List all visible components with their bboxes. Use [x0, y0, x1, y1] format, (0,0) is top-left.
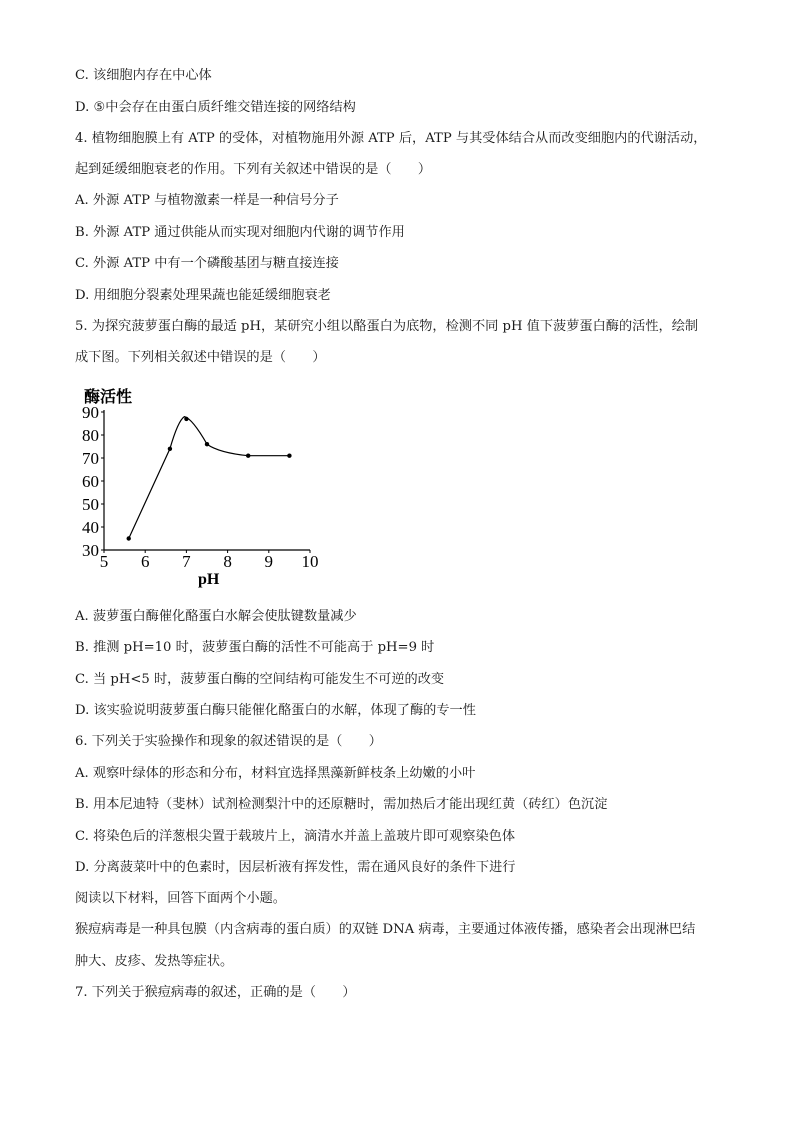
- chart-x-tick-label: 7: [182, 552, 191, 571]
- option-4a: A. 外源 ATP 与植物激素一样是一种信号分子: [75, 193, 339, 208]
- option-5c: C. 当 pH<5 时，菠萝蛋白酶的空间结构可能发生不可逆的改变: [75, 672, 445, 687]
- question-4-stem-cont: 起到延缓细胞衰老的作用。下列有关叙述中错误的是（ ）: [75, 162, 432, 177]
- option-5d: D. 该实验说明菠萝蛋白酶只能催化酪蛋白的水解，体现了酶的专一性: [75, 703, 476, 718]
- chart-x-tick-label: 9: [264, 552, 274, 571]
- chart-series-line: [129, 417, 290, 539]
- option-6d: D. 分离菠菜叶中的色素时，因层析液有挥发性，需在通风良好的条件下进行: [75, 860, 516, 875]
- reading-instruction: 阅读以下材料，回答下面两个小题。: [75, 891, 286, 906]
- chart-svg: [72, 382, 332, 592]
- question-5-stem-cont: 成下图。下列相关叙述中错误的是（ ）: [75, 350, 326, 365]
- chart-points: [127, 417, 292, 541]
- question-6-stem: 6. 下列关于实验操作和现象的叙述错误的是（ ）: [75, 734, 382, 749]
- option-4b: B. 外源 ATP 通过供能从而实现对细胞内代谢的调节作用: [75, 225, 405, 240]
- question-5-stem: 5. 为探究菠萝蛋白酶的最适 pH，某研究小组以酪蛋白为底物，检测不同 pH 值下菠萝蛋白酶的活性，绘制: [75, 319, 699, 334]
- option-5b: B. 推测 pH=10 时，菠萝蛋白酶的活性不可能高于 pH=9 时: [75, 640, 435, 655]
- reading-material-cont: 肿大、皮疹、发热等症状。: [75, 954, 234, 969]
- option-5a: A. 菠萝蛋白酶催化酪蛋白水解会使肽键数量减少: [75, 609, 357, 624]
- reading-material: 猴痘病毒是一种具包膜（内含病毒的蛋白质）的双链 DNA 病毒，主要通过体液传播，感染者会出现淋巴结: [75, 922, 696, 937]
- option-3d: D. ⑤中会存在由蛋白质纤维交错连接的网络结构: [75, 100, 356, 115]
- question-7-stem: 7. 下列关于猴痘病毒的叙述，正确的是（ ）: [75, 985, 356, 1000]
- question-4-stem: 4. 植物细胞膜上有 ATP 的受体，对植物施用外源 ATP 后，ATP 与其受体结合从而改变细胞内的代谢活动，: [75, 131, 707, 146]
- chart-data-point: [205, 442, 209, 446]
- chart-x-tick-label: 5: [99, 552, 109, 571]
- option-3c: C. 该细胞内存在中心体: [75, 68, 212, 83]
- chart-y-tick-label: 60: [82, 472, 99, 491]
- chart-axes: [104, 410, 310, 550]
- option-6c: C. 将染色后的洋葱根尖置于载玻片上，滴清水并盖上盖玻片即可观察染色体: [75, 829, 516, 844]
- option-4c: C. 外源 ATP 中有一个磷酸基团与糖直接连接: [75, 256, 339, 271]
- chart-y-tick-label: 70: [82, 449, 99, 468]
- chart-y-tick-label: 40: [82, 518, 99, 537]
- chart-data-point: [246, 454, 250, 458]
- chart-y-tick-label: 90: [82, 403, 99, 422]
- chart-data-point: [287, 454, 291, 458]
- chart-x-tick-label: 8: [223, 552, 232, 571]
- chart-data-point: [127, 536, 131, 540]
- chart-x-tick-label: 6: [140, 552, 150, 571]
- option-6a: A. 观察叶绿体的形态和分布，材料宜选择黑藻新鲜枝条上幼嫩的小叶: [75, 766, 476, 781]
- chart-y-tick-label: 50: [82, 495, 99, 514]
- chart-ticks: [82, 403, 319, 571]
- chart-ylabel: 酶活性: [84, 389, 133, 406]
- option-6b: B. 用本尼迪特（斐林）试剂检测梨汁中的还原糖时，需加热后才能出现红黄（砖红）色沉淀: [75, 797, 608, 812]
- chart-data-point: [184, 417, 188, 421]
- chart-x-tick-label: 10: [301, 552, 319, 571]
- chart-y-tick-label: 30: [82, 541, 99, 560]
- chart-data-point: [168, 447, 172, 451]
- option-4d: D. 用细胞分裂素处理果蔬也能延缓细胞衰老: [75, 288, 331, 303]
- enzyme-activity-chart: [72, 382, 332, 592]
- chart-y-tick-label: 80: [82, 426, 99, 445]
- chart-xlabel: pH: [198, 571, 220, 588]
